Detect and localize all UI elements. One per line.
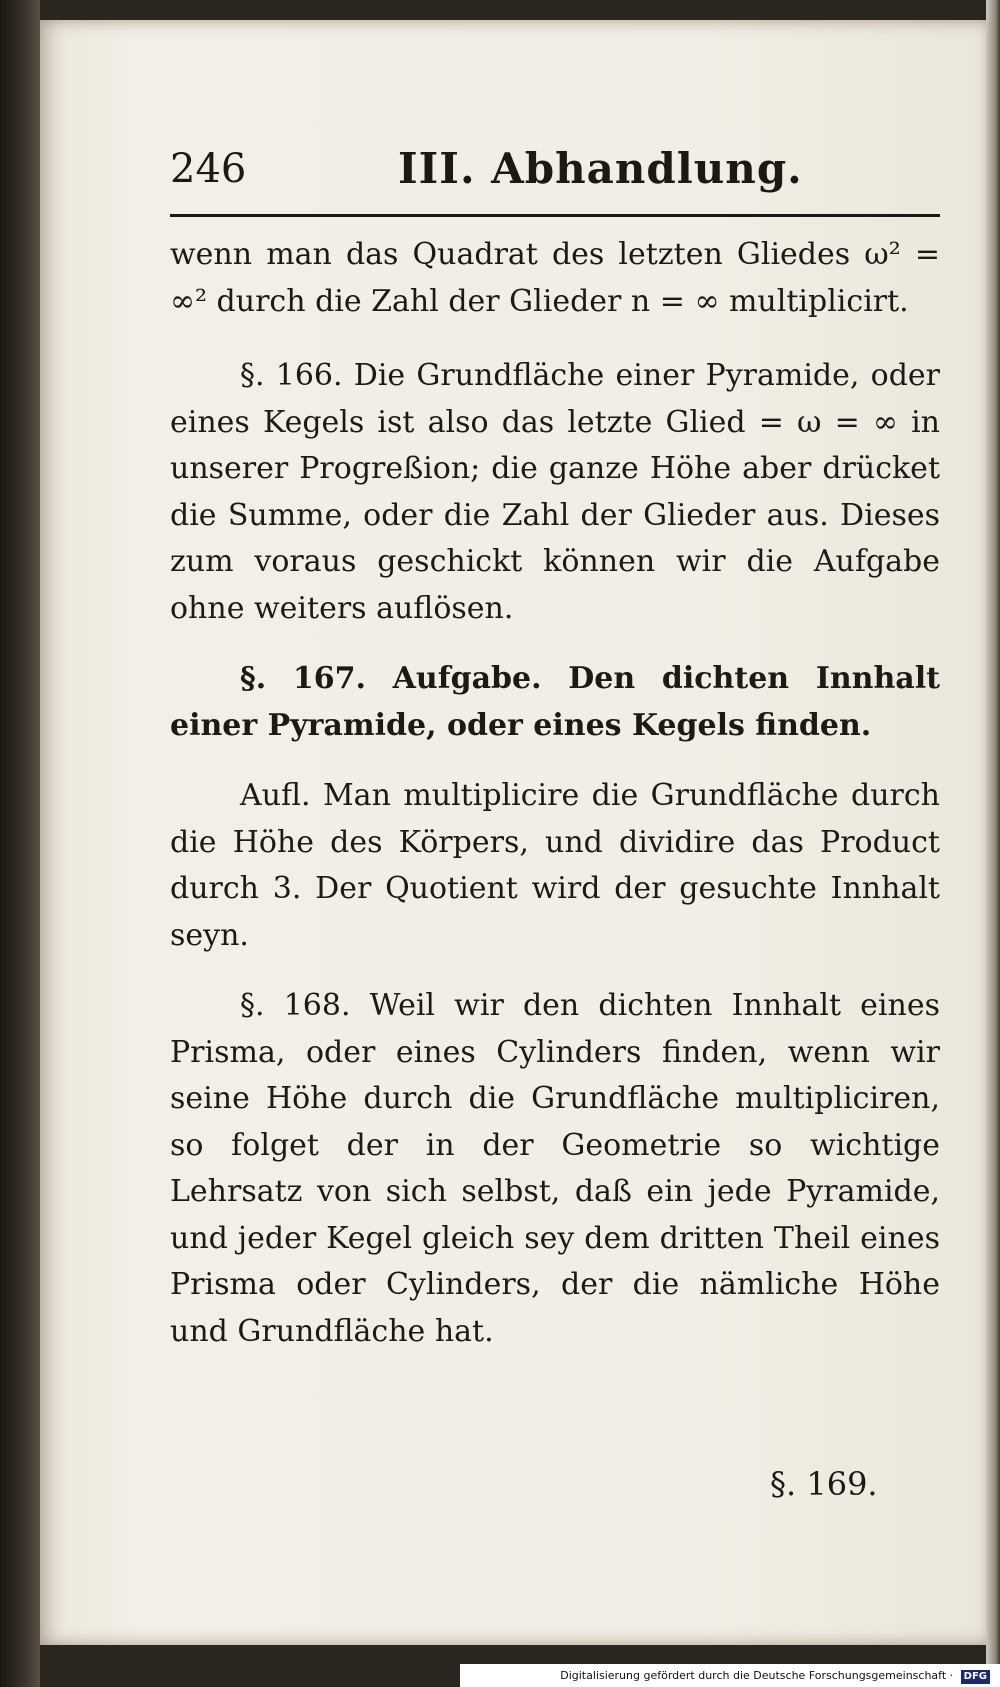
paragraph-continuation: wenn man das Quadrat des letzten Gliedes ω² = ∞² durch die Zahl der Glieder n = ∞ multiplicirt.: [170, 237, 940, 319]
running-title: III. Abhandlung.: [398, 144, 803, 193]
digitization-credit: [460, 1664, 1000, 1687]
page-number: 246: [170, 146, 247, 192]
page-header: [170, 140, 890, 200]
page-body: [170, 232, 940, 1379]
book-spine: [0, 0, 40, 1687]
paragraph-166: §. 166. Die Grundfläche einer Pyramide, oder eines Kegels ist also das letzte Glied = ω = ∞ in unserer Progreßion; die ganze Höhe aber drücket die Summe, oder die Zahl der Glieder aus. Dieses zum voraus geschickt können wir die Aufgabe ohne weiters auflösen.: [170, 358, 940, 626]
header-rule: [170, 214, 940, 217]
paragraph-168: §. 168. Weil wir den dichten Innhalt eines Prisma, oder eines Cylinders finden, wenn wir seine Höhe durch die Grundfläche multipliciren, so folget der in der Geometrie so wichtige Lehrsatz von sich selbst, daß ein jede Pyramide, und jeder Kegel gleich sey dem dritten Theil eines Prisma oder Cylinders, der die nämliche Höhe und Grundfläche hat.: [170, 988, 940, 1349]
paragraph-solution: Aufl. Man multiplicire die Grundfläche durch die Höhe des Körpers, und dividire das Product durch 3. Der Quotient wird der gesuchte Innhalt seyn.: [170, 778, 940, 953]
credit-text: Digitalisierung gefördert durch die Deutsche Forschungsgemeinschaft ·: [560, 1669, 954, 1682]
page-edge: [986, 0, 1000, 1687]
dfg-logo: DFG: [961, 1670, 990, 1684]
catchword: §. 169.: [770, 1465, 878, 1503]
paragraph-167-task: §. 167. Aufgabe. Den dichten Innhalt einer Pyramide, oder eines Kegels finden.: [170, 661, 940, 743]
